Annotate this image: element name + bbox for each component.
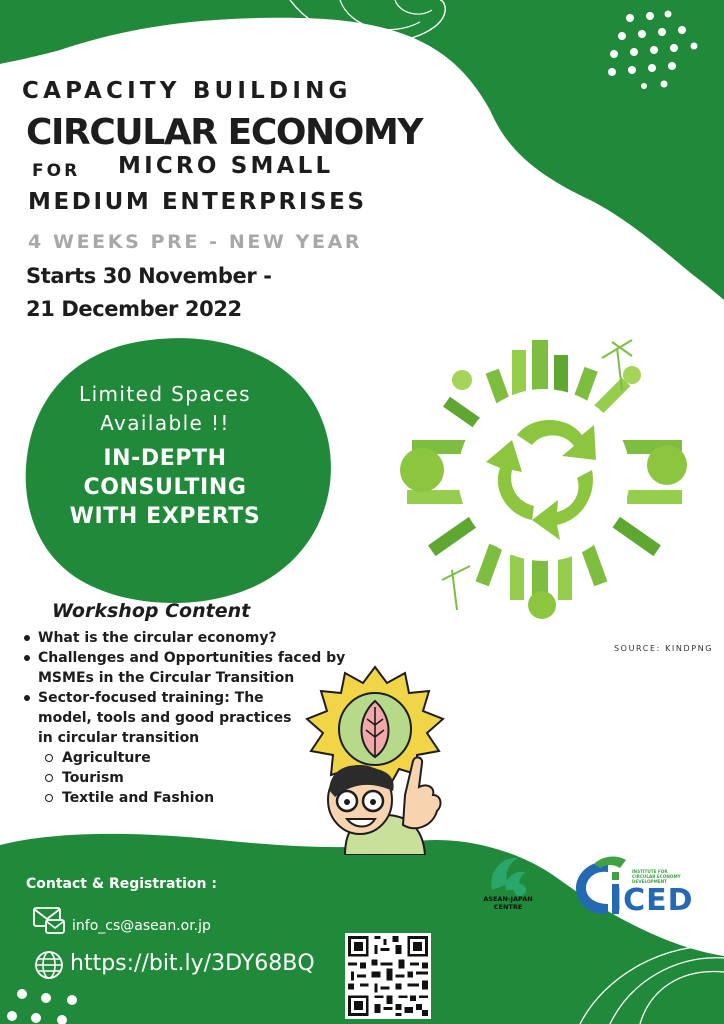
registration-link[interactable]: https://bit.ly/3DY68BQ	[70, 951, 315, 976]
dates-line-1: Starts 30 November -	[26, 264, 272, 288]
asean-japan-label	[478, 895, 538, 911]
subheadline-weeks: 4 WEEKS PRE - NEW YEAR	[28, 231, 363, 253]
list-item: Sector-focused training: The model, tools and good practices in circular transition	[22, 688, 352, 748]
sub-list-item: Agriculture	[22, 748, 352, 768]
consulting-line-3: WITH EXPERTS	[69, 504, 261, 529]
headline-medium-enterprises: MEDIUM ENTERPRISES	[28, 189, 367, 215]
workshop-title: Workshop Content	[52, 600, 251, 622]
iced-wordmark: ICED	[611, 883, 694, 918]
limited-spaces-line-1: Limited Spaces	[79, 382, 251, 406]
event-dates	[26, 260, 272, 326]
green-city-illustration	[382, 320, 712, 630]
dates-line-2: 21 December 2022	[26, 297, 242, 321]
iced-subtitle-line-3: DEVELOPMENT	[632, 879, 667, 884]
iced-subtitle	[632, 869, 681, 884]
globe-icon	[34, 950, 64, 980]
headline-capacity-building: CAPACITY BUILDING	[22, 78, 352, 104]
consulting-text	[40, 444, 290, 531]
iced-subtitle-line-2: CIRCULAR ECONOMY	[632, 874, 681, 879]
idea-character-illustration	[305, 665, 460, 855]
headline-micro-small: MICRO SMALL	[118, 153, 334, 179]
workshop-list	[22, 628, 352, 808]
contact-title: Contact & Registration :	[26, 876, 217, 892]
image-credit: SOURCE: KINDPNG	[614, 644, 714, 653]
sub-list-item: Tourism	[22, 768, 352, 788]
headline-circular-economy: CIRCULAR ECONOMY	[26, 112, 423, 153]
contact-email[interactable]: info_cs@asean.or.jp	[72, 918, 211, 934]
list-item: Challenges and Opportunities faced by MSMEs in the Circular Transition	[22, 648, 352, 688]
mail-icon	[32, 904, 68, 936]
consulting-line-1: IN-DEPTH	[103, 446, 227, 471]
consulting-line-2: CONSULTING	[83, 475, 247, 500]
limited-spaces-line-2: Available !!	[100, 411, 230, 435]
list-item: What is the circular economy?	[22, 628, 352, 648]
sub-list-item: Textile and Fashion	[22, 788, 352, 808]
asean-japan-line-2: CENTRE	[493, 903, 523, 911]
asean-japan-line-1: ASEAN-JAPAN	[483, 895, 533, 903]
iced-subtitle-line-1: INSTITUTE FOR	[632, 869, 668, 874]
qr-code[interactable]	[345, 933, 431, 1019]
callout	[40, 380, 290, 531]
headline-for: FOR	[32, 161, 81, 181]
